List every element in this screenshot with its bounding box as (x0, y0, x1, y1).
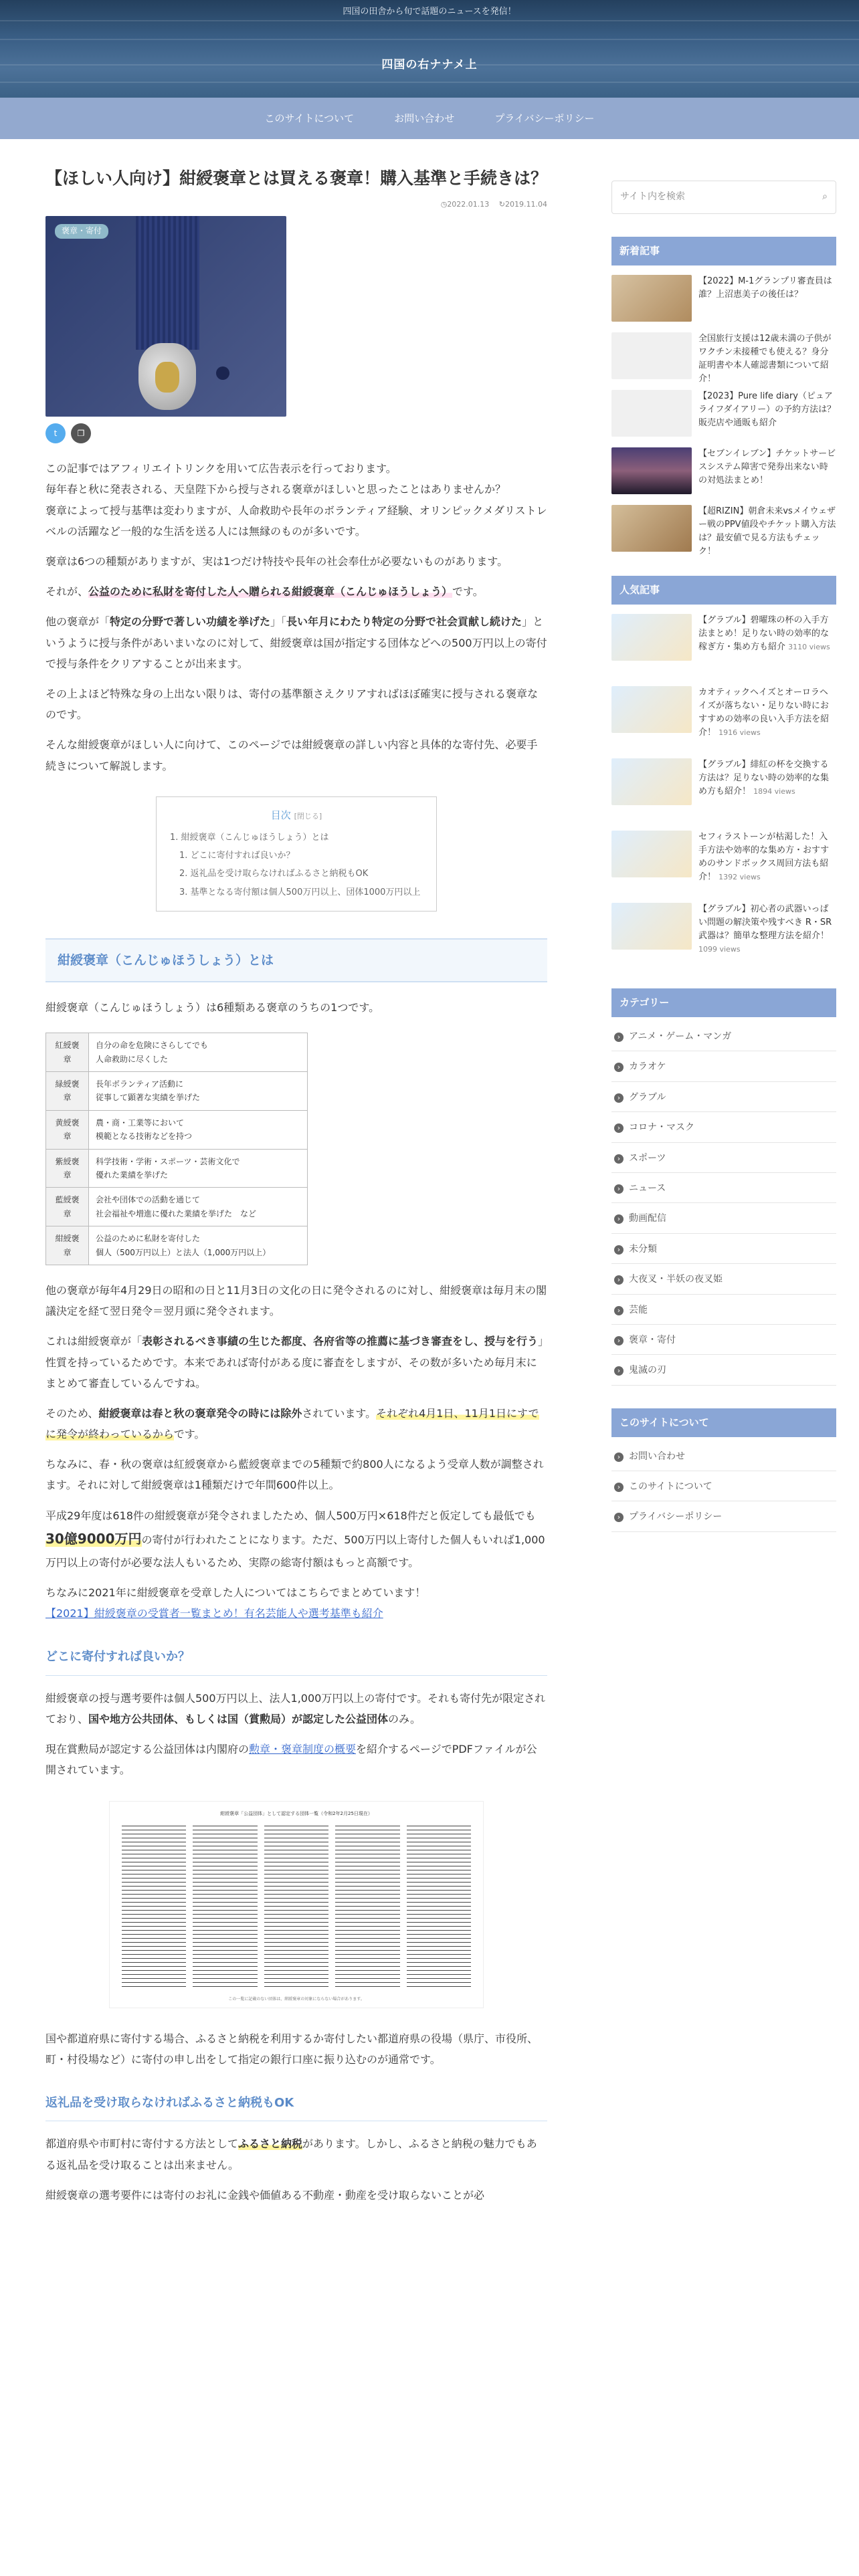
thumbnail[interactable] (611, 614, 692, 661)
category-link[interactable]: › 鬼滅の刃 (611, 1355, 836, 1385)
updated-date: 2022.01.13 (447, 199, 490, 209)
toc-item[interactable]: 1. 紺綬褒章（こんじゅほうしょう）とは (170, 832, 329, 843)
table-row: 紺綬褒章 公益のために私財を寄付した 個人（500万円以上）と法人（1,000万円以上） (46, 1226, 308, 1265)
thumbnail[interactable] (611, 903, 692, 950)
site-tagline: 四国の田舎から旬で話題のニュースを発信！ (343, 7, 516, 17)
category-link[interactable]: › 芸能 (611, 1295, 836, 1325)
honor-table (45, 1033, 308, 1265)
about-link[interactable]: › お問い合わせ (611, 1441, 836, 1471)
table-row: 藍綬褒章 会社や団体での活動を通じて 社会福祉や増進に優れた業績を挙げた など (46, 1188, 308, 1226)
new-post-item[interactable]: 【セブンイレブン】チケットサービスシステム障害で発券出来ない時の対処法まとめ！ (611, 447, 836, 496)
table-row: 紫綬褒章 科学技術・学術・スポーツ・芸術文化で 優れた業績を挙げた (46, 1149, 308, 1188)
paragraph: 国や都道府県に寄付する場合、ふるさと納税を利用するか寄付したい都道府県の役場（県庁、市役所、町・村役場など）に寄付の申し出をして指定の銀行口座に振り込むのが通常です。 (45, 2032, 539, 2066)
toc-title: 目次 (270, 809, 291, 821)
thumbnail[interactable] (611, 758, 692, 805)
paragraph: そのため、紺綬褒章は春と秋の褒章発令の時には除外されています。それぞれ4月1日、11月1日にすでに発令が終わっているからです。 (45, 1406, 539, 1441)
copy-icon[interactable]: ❐ (71, 423, 91, 443)
paragraph: これは紺綬褒章が「表彰されるべき事績の生じた都度、各府省等の推薦に基づき審査をし、授与を行う」性質を持っているためです。本来であれば寄付がある度に審査をしますが、その数が多いため毎月末にまとめて審査しているんですね。 (45, 1335, 544, 1390)
about-link[interactable]: › プライバシーポリシー (611, 1501, 836, 1531)
category-link[interactable]: › ニュース (611, 1173, 836, 1203)
site-title[interactable]: 四国の右ナナメ上 (381, 58, 478, 72)
category-link[interactable]: › 動画配信 (611, 1203, 836, 1233)
popular-post-item[interactable]: 【グラブル】碧曜珠の杯の入手方法まとめ！足りない時の効率的な稼ぎ方・集め方も紹介 3110 views (611, 614, 836, 677)
pdf-list-image (109, 1801, 484, 2008)
new-post-item[interactable]: 【2022】M-1グランプリ審査員は誰？上沼恵美子の後任は？ (611, 275, 836, 323)
pdf-footer: この一覧に記載のない団体は、紺綬褒章の対象にならない場合があります。 (228, 1996, 365, 2002)
about-list (611, 1441, 836, 1532)
intro-text: この記事ではアフィリエイトリンクを用いて広告表示を行っております。 毎年春と秋に発表される、天皇陛下から授与される褒章がほしいと思ったことはありませんか？ 褒章によって授与基準は変わりますが、人命救助や長年のボランティア経験、オリンピックメダリストレベルの活躍など一般的な生活を送る人には無縁のものが多いです。 (45, 462, 547, 538)
sidebar (611, 181, 836, 1532)
category-link[interactable]: › グラブル (611, 1082, 836, 1112)
cabinet-office-link[interactable]: 勲章・褒章制度の概要 (249, 1743, 357, 1756)
paragraph: 紺綬褒章の選考要件には寄付のお礼に金銭や価値ある不動産・動産を受け取らないことが必 (45, 2188, 485, 2202)
table-of-contents (156, 796, 437, 911)
published-date: 2019.11.04 (505, 199, 547, 209)
global-nav (0, 98, 859, 139)
paragraph: そんな紺綬褒章がほしい人に向けて、このページでは紺綬褒章の詳しい内容と具体的な寄付先、必要手続きについて解説します。 (45, 738, 538, 772)
toc-item[interactable]: 1. どこに寄付すれば良いか？ (179, 851, 295, 861)
category-link[interactable]: › アニメ・ゲーム・マンガ (611, 1021, 836, 1051)
table-row: 紅綬褒章 自分の命を危険にさらしてでも 人命救助に尽くした (46, 1033, 308, 1072)
popular-post-item[interactable]: 【グラブル】初心者の武器いっぱい問題の解決策や残すべき R・SR武器は？簡単な整理方法を紹介！ 1099 views (611, 903, 836, 966)
table-row: 緑綬褒章 長年ボランティア活動に 従事して顕著な実績を挙げた (46, 1072, 308, 1111)
paragraph: 紺綬褒章（こんじゅほうしょう）は6種類ある褒章のうちの1つです。 (45, 1001, 380, 1014)
category-list (611, 1021, 836, 1386)
paragraph: 褒章は6つの種類がありますが、実は1つだけ特技や長年の社会奉仕が必要ないものがあります。 (45, 555, 508, 568)
category-link[interactable]: › 大夜叉・半妖の夜叉姫 (611, 1264, 836, 1294)
category-label[interactable]: 褒章・寄付 (55, 224, 108, 239)
thumbnail[interactable] (611, 275, 692, 322)
eyecatch-image (45, 216, 286, 417)
category-link[interactable]: › 未分類 (611, 1234, 836, 1264)
new-posts-heading: 新着記事 (611, 237, 836, 265)
refresh-icon: ↻ (498, 199, 506, 209)
toc-toggle[interactable]: [閉じる] (294, 811, 322, 821)
popular-post-item[interactable]: セフィラストーンが枯渇した！入手方法や効率的な集め方・おすすめのサンドボックス周回方法も紹介！ 1392 views (611, 831, 836, 893)
ribbon-shape (136, 216, 199, 350)
paragraph: 都道府県や市町村に寄付する方法としてふるさと納税があります。しかし、ふるさと納税の魅力でもある返礼品を受け取ることは出来ません。 (45, 2137, 537, 2171)
toc-item[interactable]: 3. 基準となる寄付額は個人500万円以上、団体1000万円以上 (179, 887, 421, 897)
category-link[interactable]: › コロナ・マスク (611, 1112, 836, 1142)
paragraph: 紺綬褒章の授与選考要件は個人500万円以上、法人1,000万円以上の寄付です。それも寄付先が限定されており、国や地方公共団体、もしくは国（賞勲局）が認定した公益団体のみ。 (45, 1691, 546, 1725)
search-input[interactable]: サイト内を検索 ⌕ (611, 181, 836, 214)
nav-privacy[interactable]: プライバシーポリシー (494, 112, 595, 124)
share-buttons (45, 423, 547, 443)
new-post-item[interactable]: 【2023】Pure life diary（ピュアライフダイアリー）の予約方法は？販売店や通販も紹介 (611, 390, 836, 438)
category-link[interactable]: › 褒章・寄付 (611, 1325, 836, 1355)
category-link[interactable]: › カラオケ (611, 1051, 836, 1081)
thumbnail[interactable] (611, 831, 692, 877)
twitter-icon[interactable]: t (45, 423, 66, 443)
pdf-title: 紺綬褒章「公益団体」として認定する団体一覧（令和2年2月25日現在） (220, 1810, 373, 1816)
table-row: 黄綬褒章 農・商・工業等において 模範となる技術などを持つ (46, 1110, 308, 1149)
popular-post-item[interactable]: カオティックヘイズとオーロラヘイズが落ちない・足りない時におすすめの効率の良い入手方法を紹介！ 1916 views (611, 686, 836, 749)
thumbnail[interactable] (611, 686, 692, 733)
subsection-heading: どこに寄付すれば良いか？ (45, 1646, 547, 1675)
new-post-item[interactable]: 全国旅行支援は12歳未満の子供がワクチン未接種でも使える？身分証明書や本人確認書類について紹介！ (611, 332, 836, 381)
nav-contact[interactable]: お問い合わせ (394, 112, 455, 124)
article (45, 166, 547, 2206)
paragraph: 平成29年度は618件の紺綬褒章が発令されましたため、個人500万円×618件だと仮定しても最低でも30億9000万円の寄付が行われたことになります。ただ、500万円以上寄付した個人もいれば1,000万円以上の寄付が必要な法人もいるため、実際の総寄付額はもっと高額です。 (45, 1509, 545, 1569)
paragraph: ちなみに、春・秋の褒章は紅綬褒章から藍綬褒章までの5種類で約800人になるよう受章人数が調整されます。それに対して紺綬褒章は1種類だけで年間600件以上。 (45, 1458, 544, 1492)
about-link[interactable]: › このサイトについて (611, 1471, 836, 1501)
thumbnail[interactable] (611, 447, 692, 494)
category-link[interactable]: › スポーツ (611, 1143, 836, 1173)
nav-about[interactable]: このサイトについて (264, 112, 355, 124)
about-heading: このサイトについて (611, 1408, 836, 1437)
search-icon[interactable]: ⌕ (822, 191, 828, 203)
paragraph: 他の褒章が「特定の分野で著しい功績を挙げた」「長い年月にわたり特定の分野で社会貢献し続けた」というように授与条件があいまいなのに対して、紺綬褒章は国が指定する団体などへの500万円以上の寄付で授与条件をクリアすることが出来ます。 (45, 615, 547, 670)
popular-post-item[interactable]: 【グラブル】緋紅の杯を交換する方法は？足りない時の効率的な集め方も紹介！ 1894 views (611, 758, 836, 821)
categories-heading: カテゴリー (611, 988, 836, 1017)
paragraph: それが、公益のために私財を寄付した人へ贈られる紺綬褒章（こんじゅほうしょう）です。 (45, 585, 484, 599)
header-banner (0, 0, 859, 98)
subsection-heading: 返礼品を受け取らなければふるさと納税もOK (45, 2092, 547, 2121)
medal-shape (138, 343, 196, 410)
post-dates (45, 198, 547, 211)
section-heading: 紺綬褒章（こんじゅほうしょう）とは (45, 938, 547, 982)
thumbnail[interactable] (611, 390, 692, 437)
paragraph: ちなみに2021年に紺綬褒章を受章した人についてはこちらでまとめています！ 【2021】紺綬褒章の受賞者一覧まとめ！有名芸能人や選考基準も紹介 (45, 1586, 426, 1620)
main-area (0, 139, 859, 2576)
clock-icon: ◷ (440, 199, 448, 209)
thumbnail[interactable] (611, 505, 692, 552)
thumbnail[interactable] (611, 332, 692, 379)
paragraph: 現在賞勲局が認定する公益団体は内閣府の勲章・褒章制度の概要を紹介するページでPDFファイルが公開されています。 (45, 1743, 537, 1777)
paragraph: 他の褒章が毎年4月29日の昭和の日と11月3日の文化の日に発令されるのに対し、紺綬褒章は毎月末の閣議決定を経て翌日発令＝翌月頭に発令されます。 (45, 1283, 547, 1318)
related-article-link[interactable]: 【2021】紺綬褒章の受賞者一覧まとめ！有名芸能人や選考基準も紹介 (45, 1607, 383, 1620)
toc-item[interactable]: 2. 返礼品を受け取らなければふるさと納税もOK (179, 869, 369, 879)
paragraph: その上よほど特殊な身の上出ない限りは、寄付の基準額さえクリアすればほぼ確実に授与される褒章なのです。 (45, 687, 539, 722)
popular-posts-heading: 人気記事 (611, 576, 836, 605)
article-title: 【ほしい人向け】紺綬褒章とは買える褒章！購入基準と手続きは？ (45, 169, 548, 188)
pin-shape (216, 366, 229, 380)
new-post-item[interactable]: 【超RIZIN】朝倉未来vsメイウェザー戦のPPV値段やチケット購入方法は？最安値で見る方法もチェック！ (611, 505, 836, 553)
